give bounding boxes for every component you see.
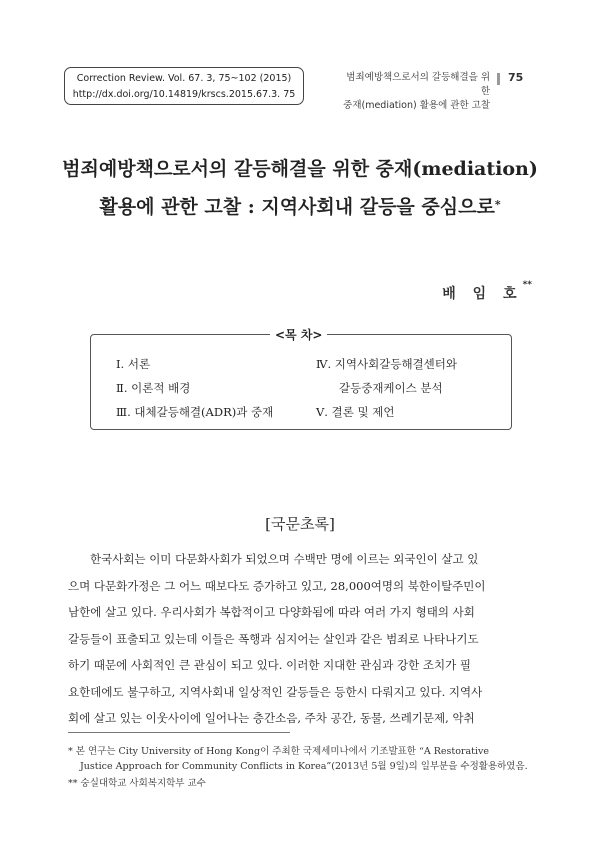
footnote-divider [68,732,290,733]
abstract-line: 한국사회는 이미 다문화사회가 되었으며 수백만 명에 이르는 외국인이 살고 있 [90,552,479,566]
footnote-1: * 본 연구는 City University of Hong Kong이 주최한 국제세미나에서 기조발표한 “A Restorative [68,746,489,757]
toc-item-5[interactable]: Ⅴ. 결론 및 제언 [316,405,395,419]
abstract-heading: [국문초록] [265,515,335,533]
running-head-line-1: 범죄예방책으로서의 갈등해결을 위한 [346,72,490,97]
title-line-1: 범죄예방책으로서의 갈등해결을 위한 중재(mediation) [62,158,538,180]
toc-item-4[interactable]: Ⅳ. 지역사회갈등해결센터와 [316,357,457,371]
citation-journal: Correction Review. Vol. 67. 3, 75~102 (2015) [76,73,292,84]
toc-item-4-cont[interactable]: 갈등중재케이스 분석 [339,381,443,395]
abstract-line: 하기 때문에 사회적인 큰 관심이 되고 있다. 이러한 지대한 관심과 강한 조치가 필 [68,658,472,672]
abstract-line: 요한데에도 불구하고, 지역사회내 일상적인 갈등들은 등한시 다뤄지고 있다. 지역사 [68,684,483,699]
toc-item-1[interactable]: Ⅰ. 서론 [116,357,151,371]
abstract-line: 남한에 살고 있다. 우리사회가 복합적이고 다양화됨에 따라 여러 가지 형태의 사회 [68,605,475,619]
title-line-2-text: 활용에 관한 고찰 : 지역사회내 갈등을 중심으로 [99,196,495,218]
author-footnote-mark[interactable]: ** [522,280,532,290]
citation-box [64,67,304,105]
running-head [340,71,490,113]
running-head-line-2: 중재(mediation) 활용에 관한 고찰 [343,100,490,111]
citation-doi[interactable]: http://dx.doi.org/10.14819/krscs.2015.67.3. 75 [72,89,296,100]
header-divider [497,73,500,85]
abstract-line: 으며 다문화가정은 그 어느 때보다도 증가하고 있고, 28,000여명의 북한이탈주민이 [68,578,486,593]
toc-item-3[interactable]: Ⅲ. 대체갈등해결(ADR)과 중재 [116,405,274,419]
page-number: 75 [508,71,524,84]
title-line-2 [40,188,560,226]
toc-heading: <목 차> [270,326,327,343]
abstract-body [68,546,534,732]
author-name: 배 임 호 [442,286,523,302]
abstract-line: 회에 살고 있는 이웃사이에 일어나는 층간소음, 주차 공간, 동물, 쓰레기문제, 악취 [68,711,475,725]
author [442,280,532,303]
paper-title [40,150,560,226]
footnote-1-cont: Justice Approach for Community Conflicts in Korea”(2013년 5월 9일)의 일부분을 수정활용하였음. [80,761,528,772]
abstract-line: 갈등들이 표출되고 있는데 이들은 폭행과 심지어는 살인과 같은 범죄로 나타나기도 [68,631,479,646]
footnote-2: ** 숭실대학교 사회복지학부 교수 [68,778,206,789]
toc-item-2[interactable]: Ⅱ. 이론적 배경 [116,381,191,395]
title-footnote-mark[interactable]: * [494,198,501,211]
